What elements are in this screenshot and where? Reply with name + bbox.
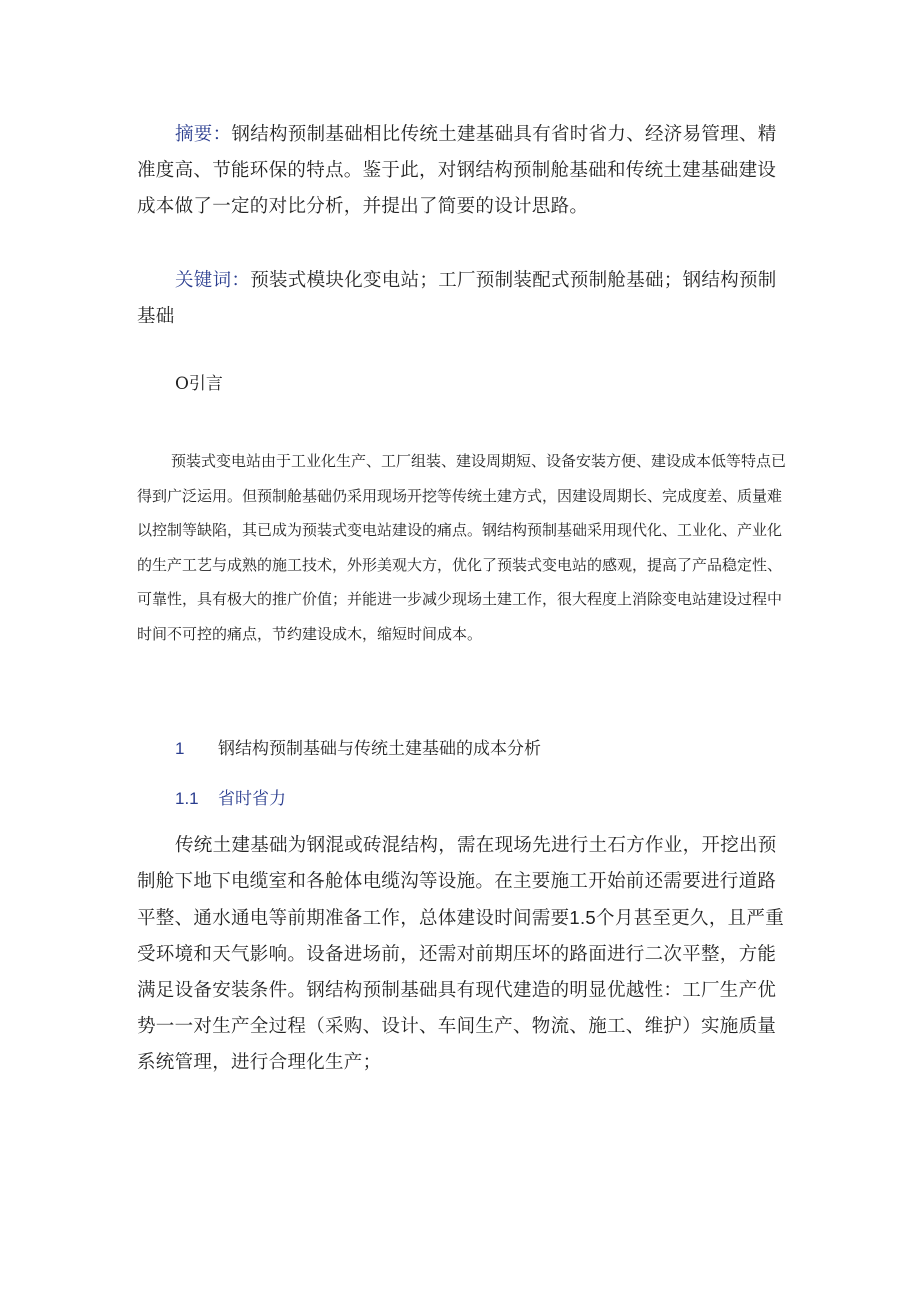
section-1-1-title: 省时省力 [218, 789, 286, 809]
section-1-1-number: 1.1 [175, 789, 199, 808]
body-duration-value: 1.5 [569, 907, 597, 928]
section-1-1-heading [175, 787, 286, 811]
body-text-after: 个月甚至更久，且严重受环境和天气影响。设备进场前，还需对前期压坏的路面进行二次平整，方能满足设备安装条件。钢结构预制基础具有现代建造的明显优越性：工厂生产优势一一对生产全过程（采购、设计、车间生产、物流、施工、维护）实施质量系统管理，进行合理化生产； [137, 908, 785, 1073]
section-1-number: 1 [175, 739, 185, 758]
intro-heading: O引言 [175, 374, 223, 394]
keywords-paragraph [137, 263, 787, 335]
keywords-text: 预装式模块化变电站；工厂预制装配式预制舱基础；钢结构预制基础 [137, 270, 777, 327]
section-1-title: 钢结构预制基础与传统土建基础的成本分析 [218, 739, 541, 759]
abstract-paragraph [137, 117, 787, 225]
body-paragraph [137, 828, 787, 1081]
abstract-label: 摘要： [175, 124, 232, 145]
body-text-before: 传统土建基础为钢混或砖混结构，需在现场先进行土石方作业，开挖出预制舱下地下电缆室和各舱体电缆沟等设施。在主要施工开始前还需要进行道路平整、通水通电等前期准备工作，总体建设时间需要 [137, 835, 777, 929]
abstract-text: 钢结构预制基础相比传统土建基础具有省时省力、经济易管理、精准度高、节能环保的特点。鉴于此，对钢结构预制舱基础和传统土建基础建设成本做了一定的对比分析，并提出了简要的设计思路。 [137, 124, 777, 217]
intro-paragraph: 预装式变电站由于工业化生产、工厂组装、建设周期短、设备安装方便、建设成本低等特点已得到广泛运用。但预制舱基础仍采用现场开挖等传统土建方式，因建设周期长、完成度差、质量难以控制等缺陷，其已成为预装式变电站建设的痛点。钢结构预制基础采用现代化、工业化、产业化的生产工艺与成熟的施工技术，外形美观大方，优化了预装式变电站的感观，提高了产品稳定性、可靠性，具有极大的推广价值；并能进一步减少现场土建工作，很大程度上消除变电站建设过程中时间不可控的痛点，节约建设成木，缩短时间成本。 [137, 452, 787, 643]
keywords-label: 关键词： [175, 270, 251, 291]
section-1-heading [175, 737, 541, 761]
